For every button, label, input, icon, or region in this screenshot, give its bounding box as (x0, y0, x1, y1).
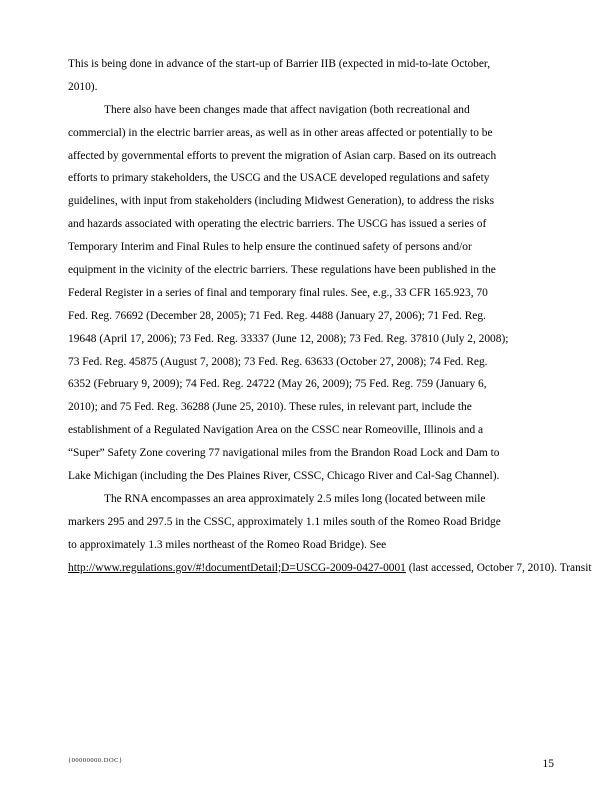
text-line: equipment in the vicinity of the electric barriers. These regulations have been published in the (68, 264, 496, 277)
citation-link[interactable]: http://www.regulations.gov/#!documentDetail;D=USCG-2009-0427-0001 (68, 561, 406, 574)
text-line: and hazards associated with operating the electric barriers. The USCG has issued a series of (68, 218, 487, 231)
text-line: establishment of a Regulated Navigation Area on the CSSC near Romeoville, Illinois and a (68, 424, 484, 437)
text-line: 73 Fed. Reg. 45875 (August 7, 2008); 73 Fed. Reg. 63633 (October 27, 2008); 74 Fed. Reg. (68, 355, 488, 368)
text-line: 19648 (April 17, 2006); 73 Fed. Reg. 33337 (June 12, 2008); 73 Fed. Reg. 37810 (July 2, 2008); (68, 332, 509, 345)
text-line: 2010); and 75 Fed. Reg. 36288 (June 25, 2010). These rules, in relevant part, include the (68, 401, 472, 414)
text-line: Fed. Reg. 76692 (December 28, 2005); 71 Fed. Reg. 4488 (January 27, 2006); 71 Fed. Reg. (68, 309, 486, 322)
document-body (68, 53, 592, 579)
text-line: 2010). (68, 80, 98, 93)
text-line: “Super” Safety Zone covering 77 navigational miles from the Brandon Road Lock and Dam to (68, 447, 500, 460)
text-line: efforts to primary stakeholders, the USCG and the USACE developed regulations and safety (68, 172, 490, 185)
text-line: markers 295 and 297.5 in the CSSC, approximately 1.1 miles south of the Romeo Road Bridge (68, 515, 501, 528)
page-number: 15 (542, 758, 554, 770)
text-line: This is being done in advance of the start-up of Barrier IIB (expected in mid-to-late October, (68, 58, 491, 70)
text-line: The RNA encompasses an area approximately 2.5 miles long (located between mile (104, 492, 486, 505)
footer-document-code: {00000000.DOC} (68, 757, 123, 764)
citation-trailing-text: (last accessed, October 7, 2010). Transit (405, 561, 592, 574)
text-line: commercial) in the electric barrier areas, as well as in other areas affected or potentially to be (68, 126, 493, 139)
text-line-with-link (68, 557, 592, 580)
text-line: There also have been changes made that affect navigation (both recreational and (104, 103, 470, 116)
text-line: Lake Michigan (including the Des Plaines River, CSSC, Chicago River and Cal-Sag Channel). (68, 470, 500, 483)
text-line: Temporary Interim and Final Rules to help ensure the continued safety of persons and/or (68, 241, 472, 254)
text-line: 6352 (February 9, 2009); 74 Fed. Reg. 24722 (May 26, 2009); 75 Fed. Reg. 759 (January 6, (68, 378, 487, 391)
text-line: guidelines, with input from stakeholders (including Midwest Generation), to address the risks (68, 195, 495, 208)
text-line: Federal Register in a series of final and temporary final rules. See, e.g., 33 CFR 165.923, 70 (68, 286, 488, 299)
text-line: affected by governmental efforts to prevent the migration of Asian carp. Based on its outreach (68, 149, 497, 162)
text-line: to approximately 1.3 miles northeast of the Romeo Road Bridge). See (68, 538, 387, 551)
